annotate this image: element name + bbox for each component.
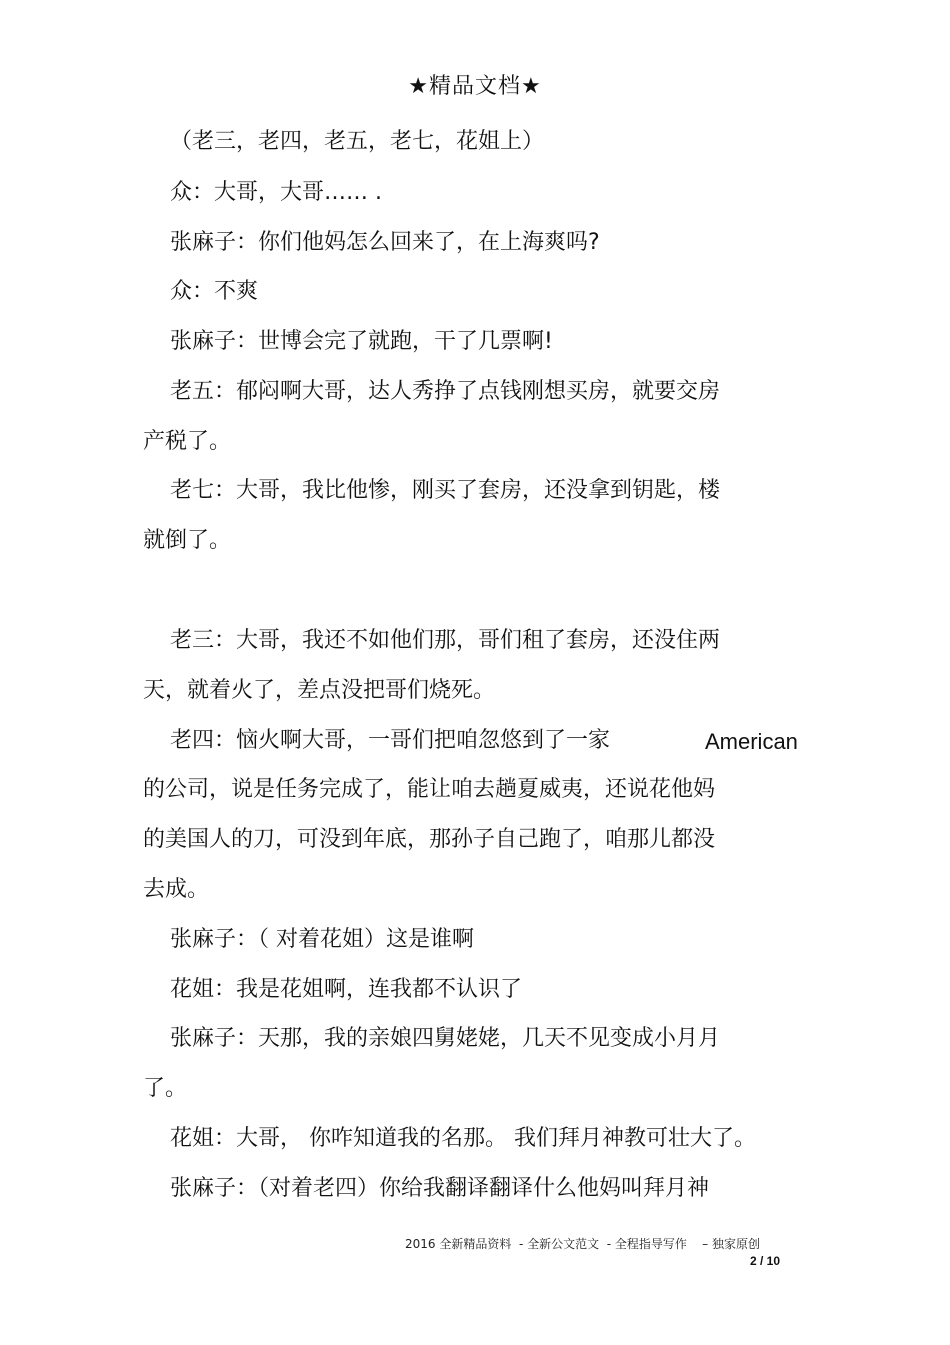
body-line: 天，就着火了，差点没把哥们烧死。 — [143, 678, 496, 703]
body-line: 去成。 — [143, 877, 210, 902]
body-line: （老三，老四，老五，老七，花姐上） — [170, 129, 545, 154]
body-line: 张麻子：（对着老四）你给我翻译翻译什么他妈叫拜月神 — [170, 1176, 710, 1201]
body-line: 老三：大哥，我还不如他们那，哥们租了套房，还没住两 — [170, 628, 721, 653]
body-line: 老五：郁闷啊大哥，达人秀挣了点钱刚想买房，就要交房 — [170, 379, 721, 404]
body-line: 张麻子：世博会完了就跑，干了几票啊! — [170, 329, 553, 354]
body-line: 老七：大哥，我比他惨，刚买了套房，还没拿到钥匙，楼 — [170, 478, 721, 503]
body-line: 张麻子：你们他妈怎么回来了，在上海爽吗? — [170, 230, 600, 255]
body-line: 花姐：我是花姐啊，连我都不认识了 — [170, 977, 523, 1002]
page-number: 2 / 10 — [749, 1254, 780, 1268]
body-line: 众：不爽 — [170, 279, 259, 304]
body-latin-word: American — [705, 729, 798, 754]
page-header-title: ★精品文档★ — [408, 74, 542, 99]
footer-note: 2016 全新精品资料 - 全新公文范文 - 全程指导写作 – 独家原创 — [405, 1237, 760, 1251]
body-line: 了。 — [143, 1076, 188, 1101]
body-line: 产税了。 — [143, 429, 232, 454]
body-line: 众：大哥，大哥…… . — [170, 180, 382, 205]
body-line: 的美国人的刀，可没到年底，那孙子自己跑了，咱那儿都没 — [143, 827, 716, 852]
body-line: 老四：恼火啊大哥，一哥们把咱忽悠到了一家 — [170, 728, 611, 753]
body-line: 张麻子：（ 对着花姐）这是谁啊 — [170, 927, 474, 952]
body-line: 就倒了。 — [143, 528, 232, 553]
body-line: 花姐：大哥， 你咋知道我的名那。 我们拜月神教可壮大了。 — [170, 1126, 756, 1151]
body-line: 张麻子：天那，我的亲娘四舅姥姥，几天不见变成小月月 — [170, 1026, 721, 1051]
body-line: 的公司，说是任务完成了，能让咱去趟夏威夷，还说花他妈 — [143, 777, 716, 802]
